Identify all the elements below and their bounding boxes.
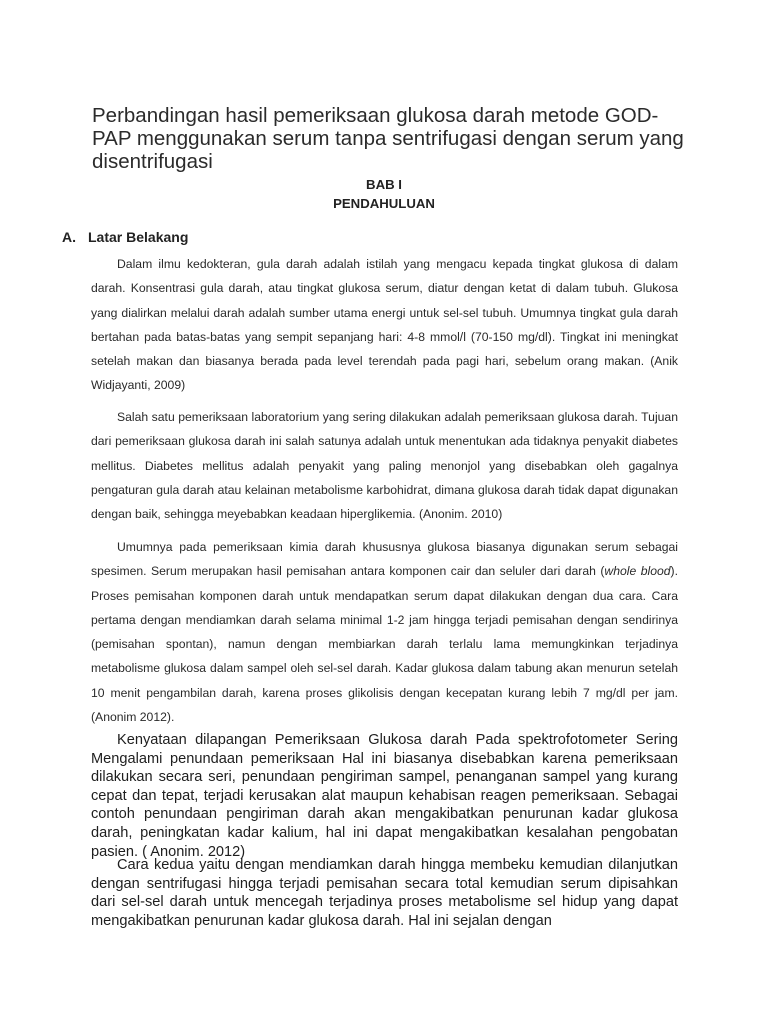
paragraph-4-text: Kenyataan dilapangan Pemeriksaan Glukosa darah Pada spektrofotometer Sering Mengalami penundaan pemeriksaan Hal ini biasanya disebabkan karena pemeriksaan dilakukan secara seri, penundaan pengiriman sampel, penanganan sampel yang kurang cepat dan tepat, terjadi kerusakan alat maupun kehabisan reagen pemeriksaan. Sebagai contoh penundaan pengiriman darah akan mengakibatkan penurunan kadar glukosa darah, peningkatan kadar kalium, hal ini dapat mengakibatkan kesalahan pengobatan pasien. ( Anonim. 2012)	[91, 732, 678, 860]
paragraph-3	[91, 535, 678, 729]
chapter-number: BAB I	[366, 177, 402, 192]
paragraph-4	[91, 731, 678, 861]
paragraph-2-text: Salah satu pemeriksaan laboratorium yang sering dilakukan adalah pemeriksaan glukosa darah. Tujuan dari pemeriksaan glukosa darah ini salah satunya adalah untuk menentukan ada tidaknya penyakit diabetes mellitus. Diabetes mellitus adalah penyakit yang paling menonjol yang disebabkan oleh gagalnya pengaturan gula darah atau kelainan metabolisme karbohidrat, dimana glukosa darah tidak dapat digunakan dengan baik, sehingga meyebabkan keadaan hiperglikemia. (Anonim. 2010)	[91, 410, 678, 522]
section-title: Latar Belakang	[88, 229, 189, 245]
chapter-name: PENDAHULUAN	[333, 196, 435, 211]
paragraph-1-text: Dalam ilmu kedokteran, gula darah adalah istilah yang mengacu kepada tingkat glukosa di dalam darah. Konsentrasi gula darah, atau tingkat glukosa serum, diatur dengan ketat di dalam tubuh. Glukosa yang dialirkan melalui darah adalah sumber utama energi untuk sel-sel tubuh. Umumnya tingkat gula darah bertahan pada batas-batas yang sempit sepanjang hari: 4-8 mmol/l (70-150 mg/dl). Tingkat ini meningkat setelah makan dan biasanya berada pada level terendah pada pagi hari, sebelum orang makan. (Anik Widjayanti, 2009)	[91, 257, 678, 393]
document-title: Perbandingan hasil pemeriksaan glukosa darah metode GOD-PAP menggunakan serum tanpa sentrifugasi dengan serum yang disentrifugasi	[92, 104, 684, 173]
paragraph-5-text: Cara kedua yaitu dengan mendiamkan darah hingga membeku kemudian dilanjutkan dengan sentrifugasi hingga terjadi pemisahan secara total kemudian serum dipisahkan dari sel-sel darah untuk mencegah terjadinya proses metabolisme sel hidup yang dapat mengakibatkan penurunan kadar glukosa darah. Hal ini sejalan dengan	[91, 857, 678, 929]
paragraph-5	[91, 856, 678, 930]
section-heading	[62, 229, 188, 245]
paragraph-1	[91, 252, 678, 398]
section-letter: A.	[62, 229, 76, 245]
paragraph-3-italic: whole blood	[604, 564, 671, 579]
paragraph-2	[91, 405, 678, 526]
paragraph-3-text-before: Umumnya pada pemeriksaan kimia darah khususnya glukosa biasanya digunakan serum sebagai spesimen. Serum merupakan hasil pemisahan antara komponen cair dan seluler dari darah (	[91, 540, 678, 579]
paragraph-3-text-after: ). Proses pemisahan komponen darah untuk mendapatkan serum dapat dilakukan dengan dua cara. Cara pertama dengan mendiamkan darah selama minimal 1-2 jam hingga terjadi pemisahan dengan sendirinya (pemisahan spontan), namun dengan membiarkan darah terlalu lama memungkinkan terjadinya metabolisme glukosa dalam sampel oleh sel-sel darah. Kadar glukosa dalam tabung akan menurun setelah 10 menit pengambilan darah, karena proses glikolisis dengan kecepatan kurang lebih 7 mg/dl per jam. (Anonim 2012).	[91, 564, 678, 725]
